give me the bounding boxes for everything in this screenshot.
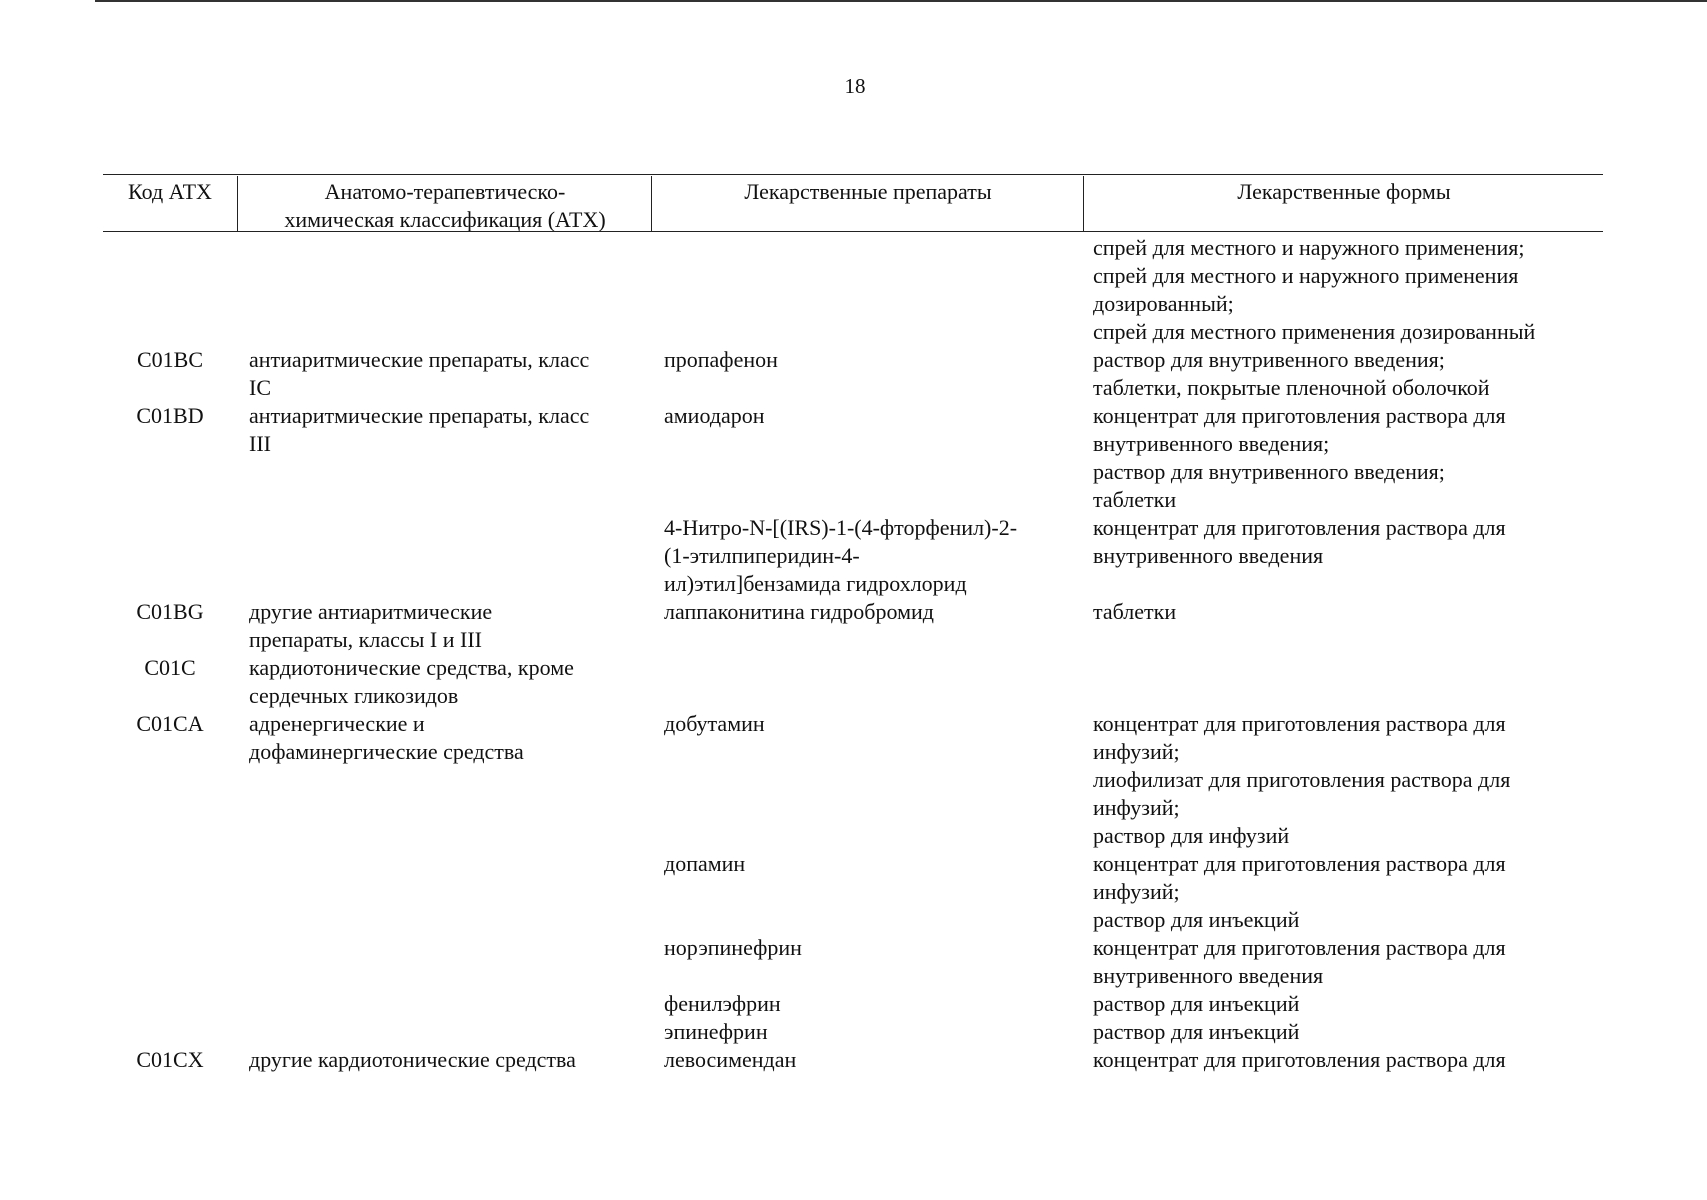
- header-drugs: Лекарственные препараты: [744, 179, 992, 204]
- cell-drug: добутамин: [664, 711, 765, 736]
- cell-drug: фенилэфрин: [664, 991, 781, 1016]
- cell-code: C01BC: [136, 347, 204, 372]
- cell-forms: спрей для местного и наружного применения; спрей для местного и наружного применения дозированный; спрей для местного применения дозированный: [1093, 235, 1536, 344]
- cell-forms: концентрат для приготовления раствора для внутривенного введения; раствор для внутривенного введения; таблетки: [1093, 403, 1506, 512]
- cell-forms: концентрат для приготовления раствора для внутривенного введения: [1093, 515, 1506, 568]
- cell-code: C01CA: [136, 711, 204, 736]
- page-number: 18: [844, 74, 866, 98]
- header-top-rule: [103, 174, 1603, 175]
- cell-classification: антиаритмические препараты, класс III: [249, 403, 590, 456]
- cell-forms: концентрат для приготовления раствора для внутривенного введения: [1093, 935, 1506, 988]
- cell-drug: амиодарон: [664, 403, 765, 428]
- cell-classification: другие кардиотонические средства: [249, 1047, 576, 1072]
- header-code: Код АТХ: [128, 179, 212, 204]
- column-divider: [1083, 176, 1084, 231]
- cell-code: C01C: [144, 655, 196, 680]
- cell-classification: другие антиаритмические препараты, классы I и III: [249, 599, 493, 652]
- header-bottom-rule: [103, 231, 1603, 232]
- column-divider: [651, 176, 652, 231]
- cell-forms: раствор для инъекций: [1093, 1019, 1300, 1044]
- cell-forms: раствор для внутривенного введения; таблетки, покрытые пленочной оболочкой: [1093, 347, 1490, 400]
- table-header: [103, 174, 1603, 234]
- cell-forms: раствор для инъекций: [1093, 991, 1300, 1016]
- cell-drug: левосимендан: [664, 1047, 797, 1072]
- cell-forms: концентрат для приготовления раствора для инфузий; раствор для инъекций: [1093, 851, 1506, 932]
- cell-code: C01BG: [136, 599, 204, 624]
- cell-drug: допамин: [664, 851, 746, 876]
- cell-drug: норэпинефрин: [664, 935, 802, 960]
- cell-drug: эпинефрин: [664, 1019, 768, 1044]
- atc-table: [103, 174, 1603, 1072]
- cell-classification: кардиотонические средства, кроме сердечных гликозидов: [249, 655, 574, 708]
- cell-forms: концентрат для приготовления раствора для инфузий; лиофилизат для приготовления раствора для инфузий; раствор для инфузий: [1093, 711, 1511, 848]
- cell-code: C01BD: [136, 403, 204, 428]
- cell-classification: антиаритмические препараты, класс IC: [249, 347, 590, 400]
- cell-drug: лаппаконитина гидробромид: [664, 599, 934, 624]
- header-classification: Анатомо-терапевтическо- химическая классификация (АТХ): [284, 179, 606, 232]
- column-divider: [237, 176, 238, 231]
- cell-forms: таблетки: [1093, 599, 1177, 624]
- cell-code: C01CX: [136, 1047, 204, 1072]
- top-border-line: [95, 0, 1707, 2]
- cell-classification: адренергические и дофаминергические средства: [249, 711, 524, 764]
- cell-drug: 4-Нитро-N-[(IRS)-1-(4-фторфенил)-2- (1-этилпиперидин-4- ил)этил]бензамида гидрохлорид: [664, 515, 1018, 596]
- header-forms: Лекарственные формы: [1237, 179, 1451, 204]
- cell-forms: концентрат для приготовления раствора для: [1093, 1047, 1506, 1072]
- cell-drug: пропафенон: [664, 347, 778, 372]
